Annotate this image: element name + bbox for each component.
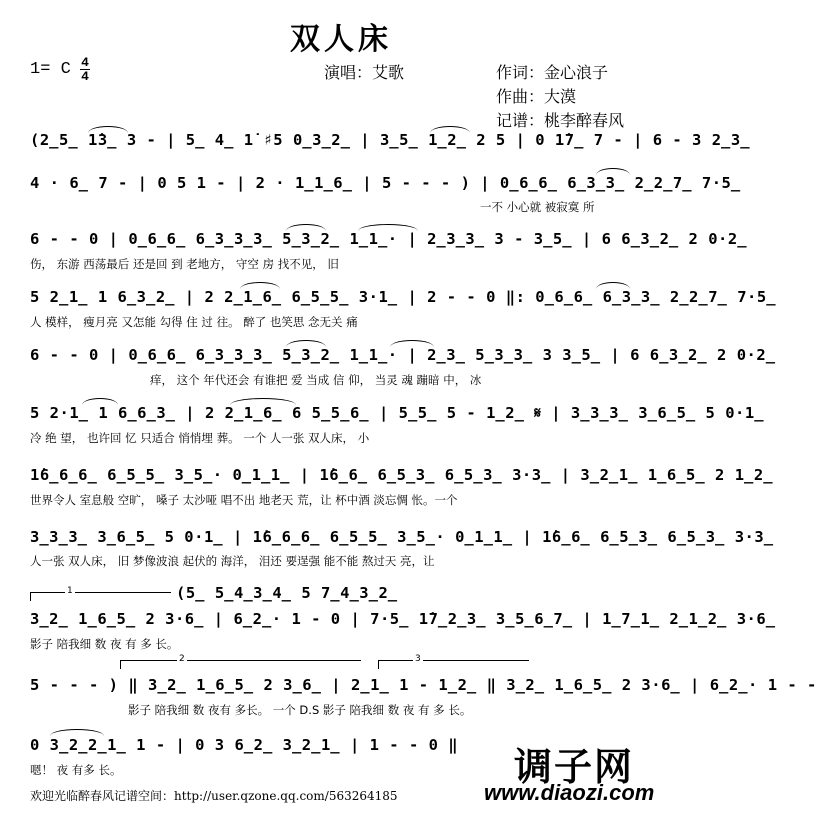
transcriber-credit: 记谱：桃李醉春风 [496, 111, 625, 130]
lyric-line-7: 世界令人 室息般 空旷， 嗓子 太沙哑 唱不出 地老天 荒，让 杯中酒 淡忘惆 怅。一个 [30, 493, 458, 507]
tie-mark [358, 224, 418, 231]
footer-credit: 欢迎光临醉春风记谱空间：http://user.qzone.qq.com/563264185 [30, 789, 398, 803]
score-line-6: 5 2·1̲ 1 6̲6̲3̲ | 2 2̲1̲6̲ 6 5̲5̲6̲ | 5̲5̲ 5 - 1̲2̲ 𝄋 | 3̲3̲3̲ 3̲6̲5̲ 5 0·1̲ [30, 404, 765, 422]
lyric-line-6: 冷 绝 望， 也许回 忆 只适合 悄悄埋 葬。 一个 人一张 双人床， 小 [30, 431, 370, 445]
ending-number: 3 [415, 654, 421, 664]
ending-bracket-3 [378, 654, 529, 669]
score-line-5: 6 - - 0 | 0̲6̲6̲ 6̲3̲3̲3̲ 5̲3̲2̲ 1̲1̲· | 2̲3̲ 5̲3̲3̲ 3 3̲5̲ | 6 6̲3̲2̲ 2 0·2̲ [30, 346, 776, 364]
composer-credit: 作曲：大漠 [496, 87, 577, 106]
time-signature-bottom: 4 [81, 69, 89, 84]
tie-mark [82, 398, 118, 405]
tie-mark [596, 282, 630, 289]
page-title: 双人床 [290, 22, 392, 57]
singer-credit: 演唱：艾歌 [324, 63, 405, 82]
lyric-line-4: 人 模样， 瘦月亮 又怎能 勾得 住 过 往。 醉了 也笑思 念无关 痛 [30, 315, 358, 329]
lyric-line-2: 一不 小心就 被寂寞 所 [480, 200, 595, 214]
watermark-logo: 调子网 [514, 745, 635, 789]
lyric-line-11: 嗯！ 夜 有多 长。 [30, 763, 122, 777]
lyric-line-5: 痒， 这个 年代还会 有谁把 爱 当成 信 仰， 当灵 魂 蹦暗 中， 冰 [150, 373, 482, 387]
ending-bracket-2 [120, 654, 361, 669]
lyricist-credit: 作词：金心浪子 [496, 63, 609, 82]
tie-mark [390, 340, 434, 347]
score-line-11: 0 3̲2̲2̲1̲ 1 - | 0 3 6̲2̲ 3̲2̲1̲ | 1 - - 0 ‖ [30, 736, 459, 754]
score-line-7: 1̇6̲6̲6̲ 6̲5̲5̲ 3̲5̲· 0̲1̲1̲ | 1̇6̲6̲ 6̲5̲3̲ 6̲5̲3̲ 3·3̲ | 3̲2̲1̲ 1̲6̲5̲ 2 1̲2̲ [30, 466, 774, 484]
tie-mark [286, 340, 326, 347]
time-signature-top: 4 [81, 55, 89, 70]
ending-number: 1 [67, 586, 73, 596]
lyric-line-3: 伤， 东游 西荡最后 还是回 到 老地方， 守空 房 找不见， 旧 [30, 257, 339, 271]
pickup-phrase: (5̲ 5̲4̲3̲4̲ 5 7̲4̲3̲2̲ [176, 584, 398, 602]
tie-mark [430, 126, 470, 133]
tie-mark [286, 224, 326, 231]
lyric-line-8: 人一张 双人床， 旧 梦像波浪 起伏的 海洋， 泪还 要逞强 能不能 熬过天 亮，让 [30, 554, 435, 568]
lyric-line-10: 影子 陪我细 数 夜有 多长。 一个 D.S 影子 陪我细 数 夜 有 多 长。 [128, 703, 472, 717]
score-line-10: 5 - - - ) ‖ 3̲2̲ 1̲6̲5̲ 2 3̲6̲ | 2̲1̲ 1 - 1̲2̲ ‖ 3̲2̲ 1̲6̲5̲ 2 3·6̲ | 6̲2̲· 1 - - [30, 676, 817, 694]
tie-mark [230, 398, 296, 405]
tie-mark [88, 126, 128, 133]
tie-mark [50, 729, 104, 736]
lyric-line-9: 影子 陪我细 数 夜 有 多 长。 [30, 637, 179, 651]
score-line-3: 6 - - 0 | 0̲6̲6̲ 6̲3̲3̲3̲ 5̲3̲2̲ 1̲1̲· | 2̲3̲3̲ 3 - 3̲5̲ | 6 6̲3̲2̲ 2 0·2̲ [30, 230, 748, 248]
watermark-url: www.diaozi.com [484, 780, 655, 805]
ending-number: 2 [179, 654, 185, 664]
key-signature: 1= C [30, 60, 71, 79]
ending-bracket-1 [30, 586, 171, 601]
score-line-9: 3̲2̲ 1̲6̲5̲ 2 3·6̲ | 6̲2̲· 1 - 0 | 7·5̲ 1̇7̲2̲3̲ 3̲5̲6̲7̲ | 1̲7̲1̲ 2̲1̲2̲ 3·6̲ [30, 610, 776, 628]
score-line-2: 4 · 6̲ 7 - | 0 5 1 - | 2 · 1̲1̲6̲ | 5 - - - ) | 0̲6̲6̲ 6̲3̲3̲ 2̲2̲7̲ 7·5̲ [30, 174, 741, 192]
score-line-8: 3̲3̲3̲ 3̲6̲5̲ 5 0·1̲ | 1̇6̲6̲6̲ 6̲5̲5̲ 3̲5̲· 0̲1̲1̲ | 1̇6̲6̲ 6̲5̲3̲ 6̲5̲3̲ 3·3̲ [30, 528, 774, 546]
time-signature [80, 56, 90, 83]
tie-mark [596, 168, 630, 175]
score-line-1: (2̲5̲ 1̇3̲ 3 - | 5̲ 4̲ 1̇ ♯5 0̲3̲2̲ | 3̲5̲ 1̲2̲ 2 5 | 0 1̇7̲ 7 - | 6 - 3 2̲3̲ [30, 131, 751, 149]
tie-mark [240, 282, 280, 289]
score-line-4: 5 2̲1̲ 1 6̲3̲2̲ | 2 2̲1̲6̲ 6̲5̲5̲ 3·1̲ | 2 - - 0 ‖: 0̲6̲6̲ 6̲3̲3̲ 2̲2̲7̲ 7·5̲ [30, 288, 777, 306]
